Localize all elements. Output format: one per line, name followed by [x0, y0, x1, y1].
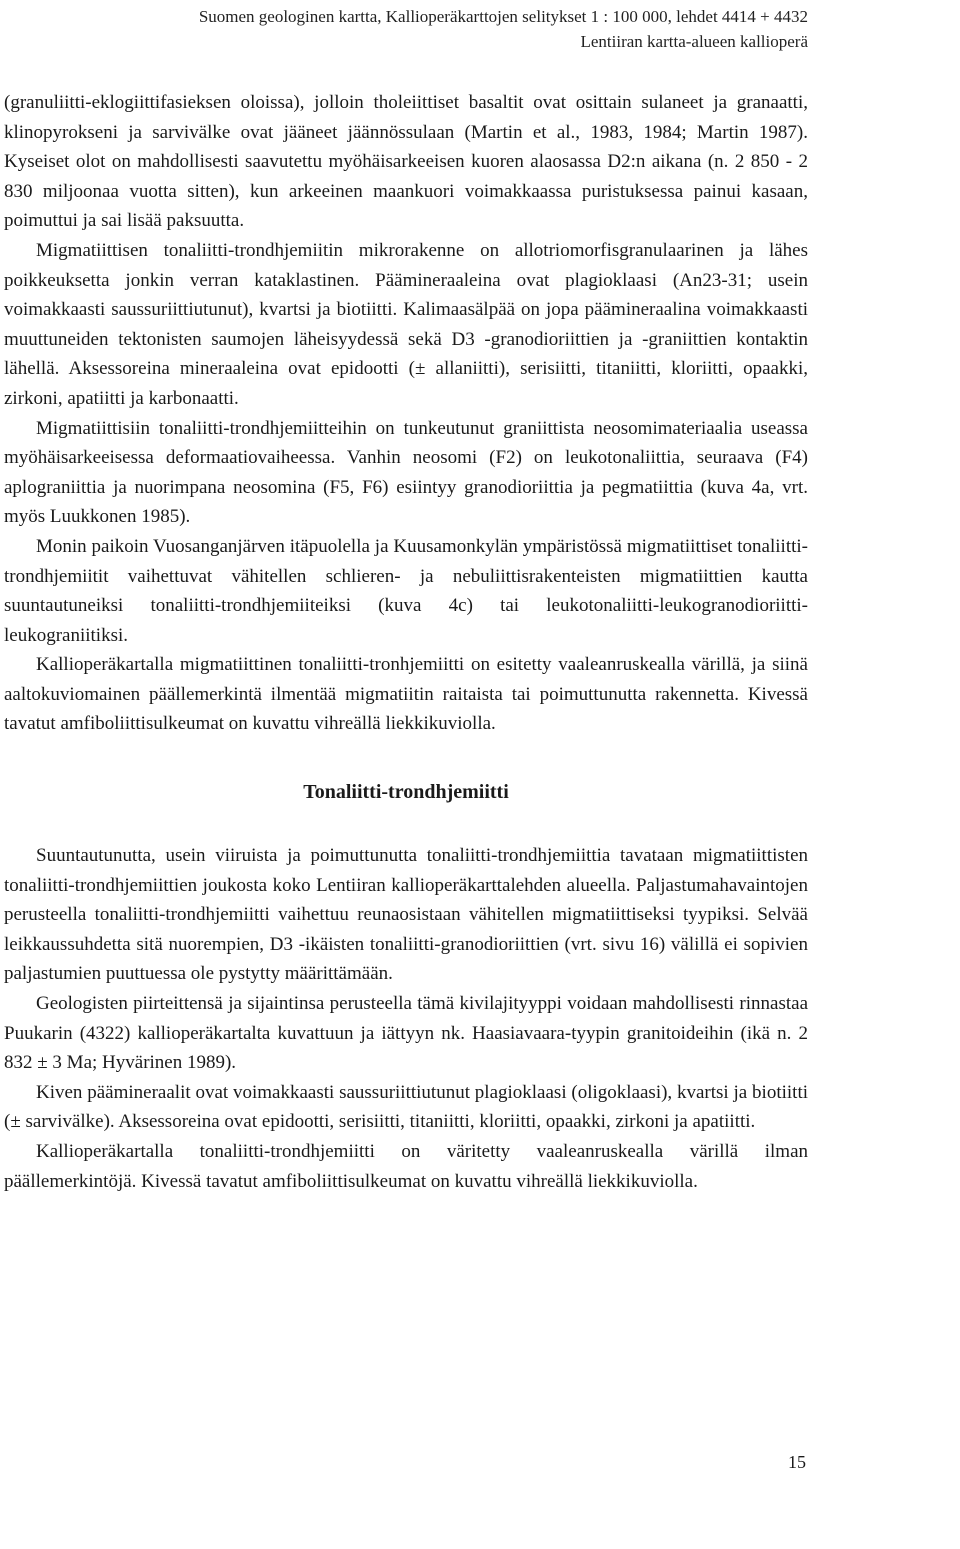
- paragraph: Migmatiittisiin tonaliitti-trondhjemiitteihin on tunkeutunut graniittista neosomimateriaalia useassa myöhäisarkeeisessa deformaatiovaiheessa. Vanhin neosomi (F2) on leukotonaliittia, seuraava (F4) aplograniittia ja nuorimpana neosomina (F5, F6) esiintyy granodioriittia ja pegmatiittia (kuva 4a, vrt. myös Luukkonen 1985).: [4, 417, 808, 528]
- paragraph: Kallioperäkartalla migmatiittinen tonaliitti-tronhjemiitti on esitetty vaaleanruskealla värillä, ja siinä aaltokuviomainen päällemerkintä ilmentää migmatiitin raitaista tai poimuttunutta rakennetta. Kivessä tavatut amfiboliittisulkeumat on kuvattu vihreällä liekkikuviolla.: [4, 654, 808, 735]
- page-number: 15: [788, 1452, 806, 1472]
- paragraph: Kallioperäkartalla tonaliitti-trondhjemiitti on väritetty vaaleanruskealla värillä ilman päällemerkintöjä. Kivessä tavatut amfiboliittisulkeumat on kuvattu vihreällä liekkikuviolla.: [4, 1141, 808, 1192]
- paragraph: Kiven päämineraalit ovat voimakkaasti saussuriittiutunut plagioklaasi (oligoklaasi), kvartsi ja biotiitti (± sarvivälke). Aksessoreina ovat epidootti, serisiitti, titaniitti, kloriitti, opaakki, zirkoni ja apatiitti.: [4, 1081, 808, 1133]
- paragraph: Suuntautunutta, usein viiruista ja poimuttunutta tonaliitti-trondhjemiittia tavataan migmatiittisten tonaliitti-trondhjemiittien joukosta koko Lentiiran kallioperäkarttalehden alueella. Paljastumahavaintojen perusteella tonaliitti-trondhjemiitti vaihettuu reunaosistaan vähitellen migmatiittiseksi tyypiksi. Selvää leikkaussuhdetta sitä nuorempien, D3 -ikäisten tonaliitti-granodioriittien (vrt. sivu 16) välillä ei sopivien paljastumien puuttuessa ole pystytty määrittämään.: [4, 845, 808, 985]
- paragraph: Migmatiittisen tonaliitti-trondhjemiitin mikrorakenne on allotriomorfisgranulaarinen ja lähes poikkeuksetta jonkin verran kataklastinen. Päämineraaleina ovat plagioklaasi (An23-31; usein voimakkaasti saussuriittiutunut), kvartsi ja biotiitti. Kalimaasälpää on jopa päämineraalina voimakkaasti muuttuneiden tektonisten saumojen läheisyydessä sekä D3 -granodioriittien ja -graniittien kontaktin lähellä. Aksessoreina mineraaleina ovat epidootti (± allaniitti), serisiitti, titaniitti, kloriitti, opaakki, zirkoni, apatiitti ja karbonaatti.: [4, 239, 808, 409]
- running-header: [199, 4, 808, 54]
- paragraph: (granuliitti-eklogiittifasieksen oloissa), jolloin tholeiittiset basaltit ovat osittain sulaneet ja granaatti, klinopyrokseni ja sarvivälke ovat jääneet jäännössulaan (Martin et al., 1983, 1984; Martin 1987). Kyseiset olot on mahdollisesti saavutettu myöhäisarkeeisen kuoren alaosassa D2:n aikana (n. 2 850 - 2 830 miljoonaa vuotta sitten), kun arkeeinen maankuori voimakkaassa puristuksessa painui kasaan, poimuttui ja sai lisää paksuutta.: [4, 92, 808, 232]
- paragraph: Geologisten piirteittensä ja sijaintinsa perusteella tämä kivilajityyppi voidaan mahdollisesti rinnastaa Puukarin (4322) kallioperäkartalta kuvattuun ja iättyyn nk. Haasiavaara-tyypin granitoideihin (ikä n. 2 832 ± 3 Ma; Hyvärinen 1989).: [4, 993, 808, 1074]
- header-section-line: Lentiiran kartta-alueen kallioperä: [580, 32, 808, 51]
- header-series-line: Suomen geologinen kartta, Kallioperäkarttojen selitykset 1 : 100 000, lehdet 4414 + 4432: [198, 7, 808, 26]
- paragraph: Monin paikoin Vuosanganjärven itäpuolella ja Kuusamonkylän ympäristössä migmatiittiset tonaliitti-trondhjemiitit vaihettuvat vähitellen schlieren- ja nebuliittisrakenteisten migmatiittien kautta suuntautuneiksi tonaliitti-trondhjemiiteiksi (kuva 4c) tai leukotonaliitti-leukogranodioriitti-leukograniitiksi.: [4, 535, 808, 646]
- section-heading: Tonaliitti-trondhjemiitti: [303, 781, 509, 804]
- body-text: [4, 88, 808, 1196]
